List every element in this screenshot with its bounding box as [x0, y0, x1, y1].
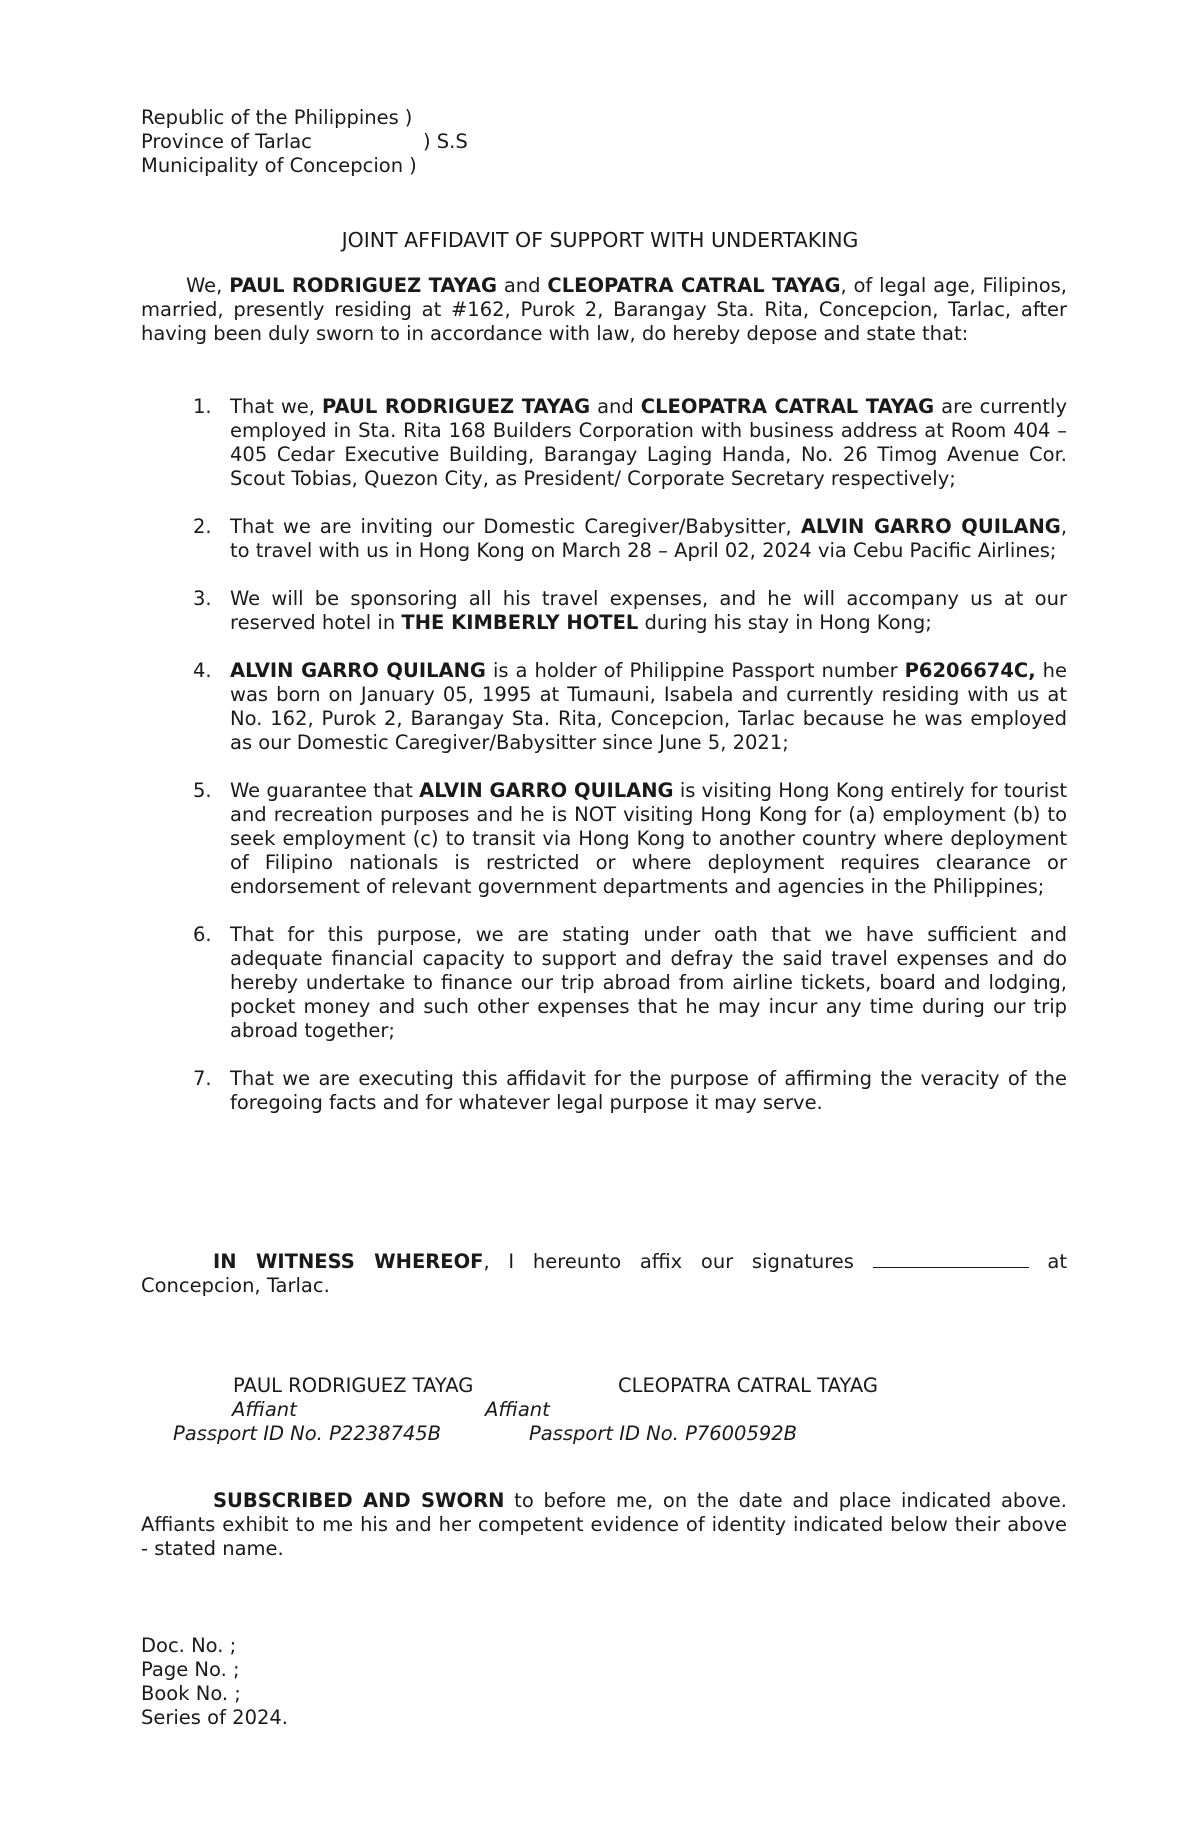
venue-municipality-row [141, 154, 468, 178]
item-number: 1. [193, 395, 212, 418]
venue-municipality-mark: ) [409, 154, 417, 177]
item-bold: P6206674C, [904, 659, 1036, 682]
signatory-1-role: Affiant [232, 1398, 297, 1421]
doc-number: Doc. No. ; [141, 1634, 237, 1657]
list-item [141, 923, 1067, 1043]
list-item [141, 779, 1067, 899]
item-text: is a holder of Philippine Passport number [485, 659, 905, 682]
venue-country-mark: ) [404, 106, 413, 129]
intro-rest: , of legal age, Filipinos, married, presently residing at #162, Purok 2, Barangay Sta. Rita, Concepcion, Tarlac, after having been duly sworn to in accordance with law, do hereby depose and state that: [141, 274, 1067, 345]
witness-heading: IN WITNESS WHEREOF [213, 1250, 484, 1273]
item-number: 5. [193, 779, 212, 802]
witness-place: at Concepcion, Tarlac. [141, 1250, 1067, 1297]
item-text: during his stay in Hong Kong; [638, 611, 932, 634]
item-text: That for this purpose, we are stating under oath that we have sufficient and adequate financial capacity to support and defray the said travel expenses and do hereby undertake to finance our trip abroad from airline tickets, board and lodging, pocket money and such other expenses that he may incur any time during our trip abroad together; [230, 923, 1067, 1042]
venue-municipality: Municipality of Concepcion [141, 154, 404, 177]
signatory-2-role: Affiant [485, 1398, 550, 1421]
item-bold: THE KIMBERLY HOTEL [401, 611, 639, 634]
item-bold: CLEOPATRA CATRAL TAYAG [640, 395, 935, 418]
jurat-heading: SUBSCRIBED AND SWORN [213, 1489, 505, 1512]
series-year: Series of 2024. [141, 1706, 288, 1729]
item-bold: ALVIN GARRO QUILANG [419, 779, 674, 802]
item-text: That we, [230, 395, 322, 418]
witness-paragraph [141, 1249, 1067, 1298]
book-number: Book No. ; [141, 1682, 241, 1705]
signatory-2-passport: Passport ID No. P7600592B [529, 1422, 798, 1445]
affiant-1-name: PAUL RODRIGUEZ TAYAG [229, 274, 498, 297]
witness-text: , I hereunto affix our signatures [483, 1250, 873, 1273]
notarial-register [141, 1634, 288, 1730]
list-item [141, 515, 1067, 563]
signatory-2-name: CLEOPATRA CATRAL TAYAG [618, 1374, 878, 1397]
venue-country: Republic of the Philippines [141, 106, 399, 129]
item-text: , to travel with us in Hong Kong on March 28 – April 02, 2024 via Cebu Pacific Airlines; [230, 515, 1068, 562]
item-text: are currently employed in Sta. Rita 168 Builders Corporation with business address at Room 404 – 405 Cedar Executive Building, Barangay Laging Handa, No. 26 Timog Avenue Cor. Scout Tobias, Quezon City, as President/ Corporate Secretary respectively; [230, 395, 1067, 490]
item-number: 3. [193, 587, 212, 610]
item-number: 6. [193, 923, 212, 946]
item-text: We guarantee that [230, 779, 420, 802]
signatory-1-passport: Passport ID No. P2238745B [173, 1422, 442, 1445]
signatory-1-name: PAUL RODRIGUEZ TAYAG [233, 1374, 474, 1397]
item-text: We will be sponsoring all his travel expenses, and he will accompany us at our reserved hotel in [230, 587, 1067, 634]
page-number: Page No. ; [141, 1658, 240, 1681]
venue-province-mark: ) S.S [423, 130, 468, 153]
intro-paragraph [141, 274, 1067, 346]
list-item [141, 395, 1067, 491]
item-text: is visiting Hong Kong entirely for tourist and recreation purposes and he is NOT visiting Hong Kong for (a) employment (b) to seek employment (c) to transit via Hong Kong to another country where deployment of Filipino nationals is restricted or where deployment requires clearance or endorsement of relevant government departments and agencies in the Philippines; [230, 779, 1068, 898]
item-bold: ALVIN GARRO QUILANG [800, 515, 1061, 538]
list-item [141, 587, 1067, 635]
list-item [141, 1067, 1067, 1115]
jurat-text: to before me, on the date and place indicated above. Affiants exhibit to me his and her competent evidence of identity indicated below their above - stated name. [141, 1489, 1067, 1560]
item-bold: PAUL RODRIGUEZ TAYAG [322, 395, 591, 418]
item-number: 4. [193, 659, 212, 682]
list-item [141, 659, 1067, 755]
document-title: JOINT AFFIDAVIT OF SUPPORT WITH UNDERTAKING [341, 228, 859, 252]
item-bold: ALVIN GARRO QUILANG [230, 659, 486, 682]
intro-and: and [497, 274, 548, 297]
venue-country-row [141, 106, 468, 130]
affiant-2-name: CLEOPATRA CATRAL TAYAG [547, 274, 841, 297]
intro-lead: We, [186, 274, 230, 297]
item-text: he was born on January 05, 1995 at Tumauni, Isabela and currently residing with us at No. 162, Purok 2, Barangay Sta. Rita, Concepcion, Tarlac because he was employed as our Domestic Caregiver/Babysitter since June 5, 2021; [230, 659, 1067, 754]
item-number: 7. [193, 1067, 212, 1090]
item-text: and [590, 395, 641, 418]
venue-province-row [141, 130, 468, 154]
item-number: 2. [193, 515, 212, 538]
numbered-list [141, 395, 1067, 1139]
jurat-paragraph [141, 1489, 1067, 1561]
venue-province: Province of Tarlac [141, 130, 312, 153]
signature-date-blank [873, 1249, 1029, 1268]
item-text: That we are executing this affidavit for the purpose of affirming the veracity of the foregoing facts and for whatever legal purpose it may serve. [230, 1067, 1067, 1114]
item-text: That we are inviting our Domestic Caregiver/Babysitter, [230, 515, 801, 538]
venue-block [141, 106, 468, 178]
